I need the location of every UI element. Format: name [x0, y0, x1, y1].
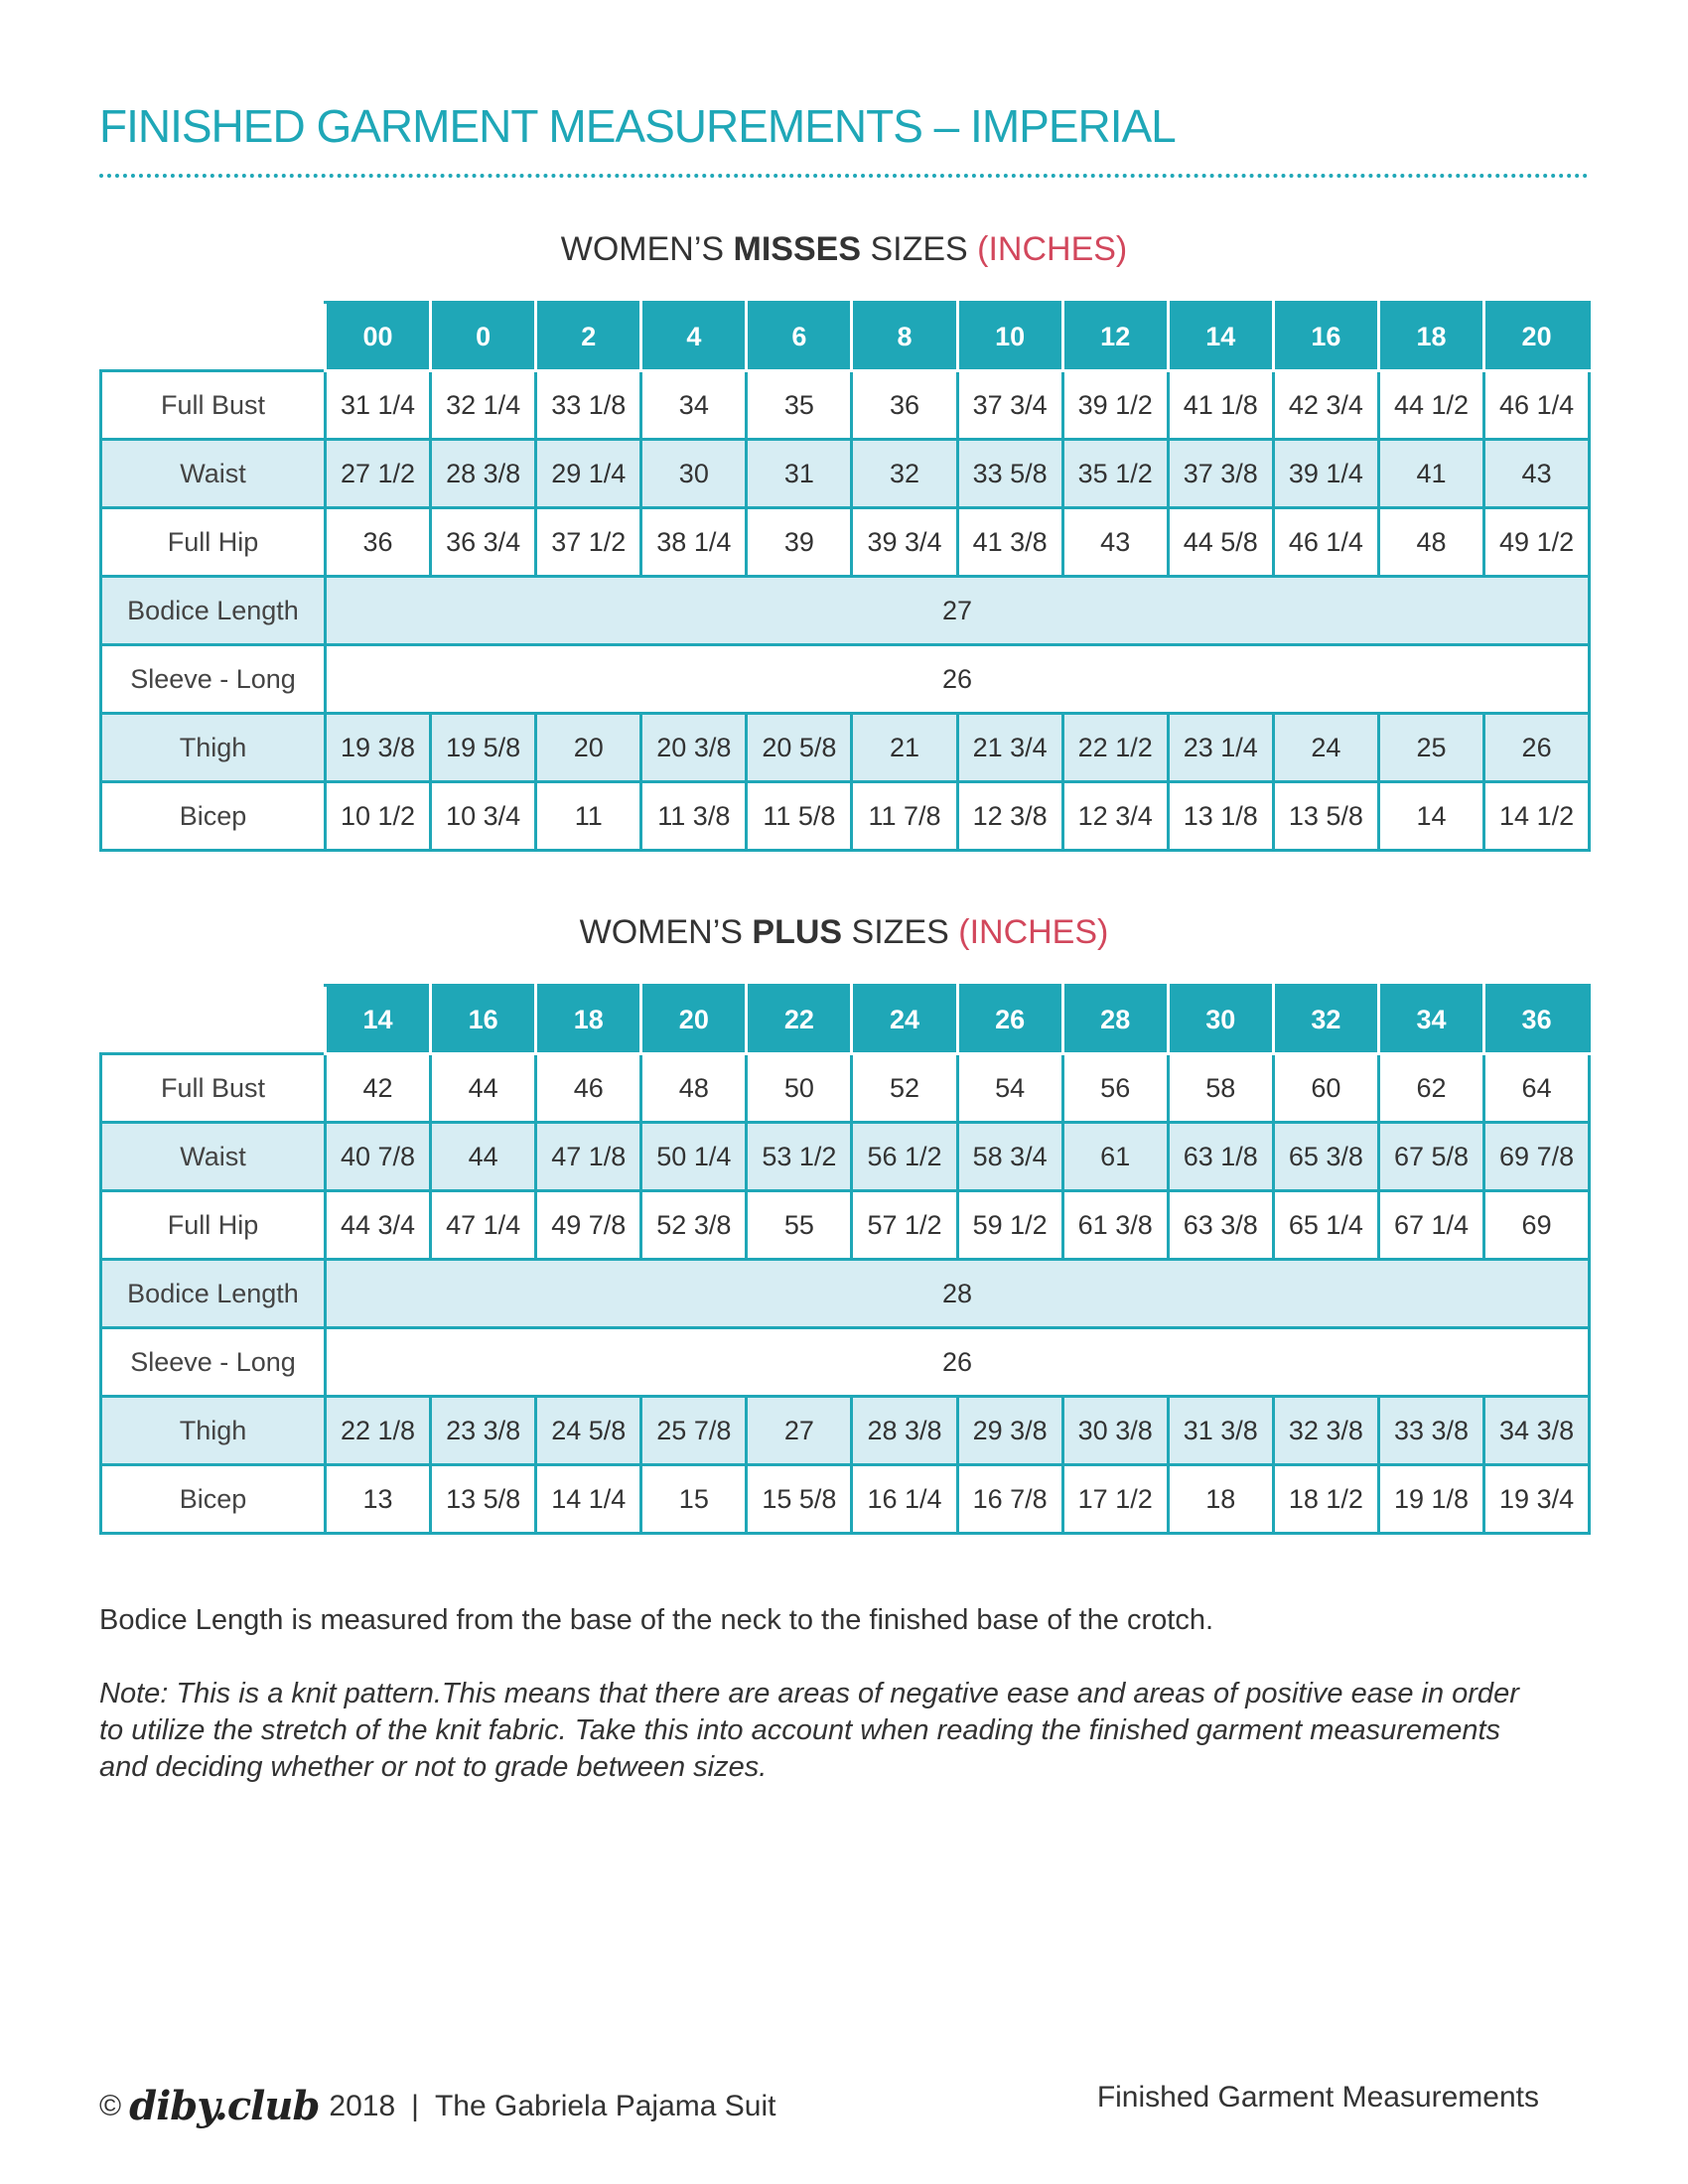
measurement-cell: 44 1/2: [1378, 371, 1483, 440]
measurement-cell: 18 1/2: [1273, 1465, 1378, 1534]
measurement-cell: 42 3/4: [1273, 371, 1378, 440]
measurement-cell: 61: [1062, 1123, 1168, 1191]
measurement-cell: 33 3/8: [1378, 1397, 1483, 1465]
measurement-cell: 13 5/8: [431, 1465, 536, 1534]
measurement-cell: 67 1/4: [1378, 1191, 1483, 1260]
row-label: Bodice Length: [101, 1260, 326, 1328]
measurement-cell: 14: [1378, 782, 1483, 851]
measurement-cell: 13 5/8: [1273, 782, 1378, 851]
size-header-cell: 0: [431, 303, 536, 371]
measurement-cell: 65 1/4: [1273, 1191, 1378, 1260]
measurement-cell: 11 5/8: [747, 782, 852, 851]
measurement-cell: 25 7/8: [641, 1397, 747, 1465]
row-label: Bicep: [101, 1465, 326, 1534]
size-header-cell: 26: [957, 986, 1062, 1054]
measurement-cell: 67 5/8: [1378, 1123, 1483, 1191]
measurement-cell: 10 1/2: [326, 782, 431, 851]
measurement-cell: 69: [1484, 1191, 1590, 1260]
plus-heading-middle: SIZES: [842, 913, 959, 951]
size-header-cell: 28: [1062, 986, 1168, 1054]
row-label: Bicep: [101, 782, 326, 851]
measurement-cell: 46 1/4: [1273, 508, 1378, 577]
measurement-cell: 16 7/8: [957, 1465, 1062, 1534]
measurement-cell: 35 1/2: [1062, 440, 1168, 508]
measurement-cell: 28 3/8: [431, 440, 536, 508]
size-header-cell: 16: [1273, 303, 1378, 371]
measurement-cell-all-sizes: 26: [326, 1328, 1590, 1397]
measurement-cell: 24: [1273, 714, 1378, 782]
measurement-cell: 60: [1273, 1054, 1378, 1123]
measurement-cell: 31 3/8: [1168, 1397, 1273, 1465]
measurement-cell: 36: [852, 371, 957, 440]
measurement-cell: 39 1/4: [1273, 440, 1378, 508]
table-row: [101, 1465, 1590, 1534]
size-header-cell: 30: [1168, 986, 1273, 1054]
measurement-cell: 12 3/8: [957, 782, 1062, 851]
measurement-cell: 49 7/8: [536, 1191, 641, 1260]
measurement-cell: 57 1/2: [852, 1191, 957, 1260]
row-label: Full Hip: [101, 1191, 326, 1260]
measurement-cell: 13 1/8: [1168, 782, 1273, 851]
table-row: [101, 371, 1590, 440]
knit-note-line: Note: This is a knit pattern.This means that there are areas of negative ease and areas of positive ease in order: [99, 1678, 1519, 1709]
plus-size-table: [99, 984, 1591, 1535]
bodice-length-note: Bodice Length is measured from the base of the neck to the finished base of the crotch.: [99, 1604, 1214, 1636]
plus-heading: [0, 913, 1688, 952]
measurement-cell: 28 3/8: [852, 1397, 957, 1465]
measurement-cell: 48: [641, 1054, 747, 1123]
table-row: [101, 1191, 1590, 1260]
size-header-cell: 18: [1378, 303, 1483, 371]
measurement-cell: 41 3/8: [957, 508, 1062, 577]
measurement-cell: 15 5/8: [747, 1465, 852, 1534]
measurement-cell: 43: [1484, 440, 1590, 508]
measurement-cell: 44: [431, 1054, 536, 1123]
size-header-cell: 4: [641, 303, 747, 371]
measurement-cell: 39 3/4: [852, 508, 957, 577]
row-label: Waist: [101, 440, 326, 508]
measurement-cell: 39 1/2: [1062, 371, 1168, 440]
measurement-cell: 14 1/2: [1484, 782, 1590, 851]
size-header-cell: 14: [326, 986, 431, 1054]
measurement-cell: 50 1/4: [641, 1123, 747, 1191]
measurement-cell: 33 5/8: [957, 440, 1062, 508]
measurement-cell: 27 1/2: [326, 440, 431, 508]
measurement-cell: 53 1/2: [747, 1123, 852, 1191]
measurement-cell: 49 1/2: [1484, 508, 1590, 577]
size-header-cell: 36: [1484, 986, 1590, 1054]
measurement-cell: 23 1/4: [1168, 714, 1273, 782]
measurement-cell-all-sizes: 27: [326, 577, 1590, 645]
measurement-cell: 14 1/4: [536, 1465, 641, 1534]
copyright-symbol: ©: [99, 2089, 122, 2122]
measurement-cell: 36 3/4: [431, 508, 536, 577]
footer-year: 2018: [329, 2089, 396, 2122]
measurement-cell: 32 3/8: [1273, 1397, 1378, 1465]
measurement-cell: 63 1/8: [1168, 1123, 1273, 1191]
size-header-row: [101, 303, 1590, 371]
measurement-cell: 44 5/8: [1168, 508, 1273, 577]
row-label: Bodice Length: [101, 577, 326, 645]
size-header-cell: 2: [536, 303, 641, 371]
table-row: [101, 1260, 1590, 1328]
measurement-cell: 50: [747, 1054, 852, 1123]
measurement-cell: 22 1/2: [1062, 714, 1168, 782]
table-row: [101, 577, 1590, 645]
footer-section-name: Finished Garment Measurements: [1096, 2081, 1539, 2114]
measurement-cell: 40 7/8: [326, 1123, 431, 1191]
measurement-cell: 69 7/8: [1484, 1123, 1590, 1191]
measurement-cell: 32 1/4: [431, 371, 536, 440]
knit-note-line: to utilize the stretch of the knit fabric. Take this into account when reading the finished garment measurements: [99, 1714, 1501, 1746]
measurement-cell: 12 3/4: [1062, 782, 1168, 851]
knit-note-line: and deciding whether or not to grade between sizes.: [99, 1751, 768, 1783]
footer-left: [99, 2083, 775, 2129]
size-header-cell: 12: [1062, 303, 1168, 371]
measurement-cell: 34: [641, 371, 747, 440]
measurement-cell: 35: [747, 371, 852, 440]
measurement-cell: 47 1/8: [536, 1123, 641, 1191]
footer-separator: |: [411, 2089, 419, 2122]
size-header-cell: 22: [747, 986, 852, 1054]
table-row: [101, 1328, 1590, 1397]
measurement-cell: 46 1/4: [1484, 371, 1590, 440]
misses-heading-middle: SIZES: [861, 230, 978, 268]
measurement-cell: 31: [747, 440, 852, 508]
table-row: [101, 782, 1590, 851]
measurement-cell: 19 3/8: [326, 714, 431, 782]
measurement-cell: 63 3/8: [1168, 1191, 1273, 1260]
measurement-cell: 64: [1484, 1054, 1590, 1123]
knit-pattern-note: [99, 1676, 1589, 1786]
size-header-cell: 8: [852, 303, 957, 371]
measurement-cell: 37 3/8: [1168, 440, 1273, 508]
plus-heading-prefix: WOMEN’S: [579, 913, 753, 951]
plus-heading-bold: PLUS: [752, 913, 843, 951]
measurement-cell: 11 7/8: [852, 782, 957, 851]
measurement-cell: 46: [536, 1054, 641, 1123]
measurement-cell: 11 3/8: [641, 782, 747, 851]
measurement-cell: 31 1/4: [326, 371, 431, 440]
size-header-cell: 18: [536, 986, 641, 1054]
size-header-cell: 10: [957, 303, 1062, 371]
table-row: [101, 1397, 1590, 1465]
size-header-cell: 34: [1378, 986, 1483, 1054]
size-header-cell: 6: [747, 303, 852, 371]
measurement-cell: 27: [747, 1397, 852, 1465]
measurement-cell: 25: [1378, 714, 1483, 782]
size-header-cell: 00: [326, 303, 431, 371]
measurement-cell: 43: [1062, 508, 1168, 577]
measurement-cell: 58: [1168, 1054, 1273, 1123]
size-header-row: [101, 986, 1590, 1054]
measurement-cell: 13: [326, 1465, 431, 1534]
measurement-cell: 32: [852, 440, 957, 508]
measurement-cell: 41 1/8: [1168, 371, 1273, 440]
measurement-cell: 44 3/4: [326, 1191, 431, 1260]
table-row: [101, 645, 1590, 714]
header-corner: [101, 303, 326, 371]
measurement-cell: 16 1/4: [852, 1465, 957, 1534]
measurement-cell: 61 3/8: [1062, 1191, 1168, 1260]
measurement-cell: 44: [431, 1123, 536, 1191]
table-row: [101, 1123, 1590, 1191]
size-header-cell: 20: [641, 986, 747, 1054]
size-header-cell: 32: [1273, 986, 1378, 1054]
measurement-cell: 48: [1378, 508, 1483, 577]
measurement-cell: 22 1/8: [326, 1397, 431, 1465]
misses-size-table: [99, 301, 1591, 852]
measurement-cell: 20 5/8: [747, 714, 852, 782]
row-label: Waist: [101, 1123, 326, 1191]
measurement-cell: 58 3/4: [957, 1123, 1062, 1191]
measurement-cell: 15: [641, 1465, 747, 1534]
measurement-cell: 56: [1062, 1054, 1168, 1123]
measurement-cell: 54: [957, 1054, 1062, 1123]
page-title: FINISHED GARMENT MEASUREMENTS – IMPERIAL: [99, 100, 1176, 152]
measurement-cell: 21: [852, 714, 957, 782]
measurement-cell-all-sizes: 26: [326, 645, 1590, 714]
measurement-cell: 52: [852, 1054, 957, 1123]
measurement-cell: 39: [747, 508, 852, 577]
measurement-cell: 10 3/4: [431, 782, 536, 851]
table-row: [101, 508, 1590, 577]
measurement-cell: 56 1/2: [852, 1123, 957, 1191]
measurement-cell: 26: [1484, 714, 1590, 782]
measurement-cell: 37 1/2: [536, 508, 641, 577]
measurement-cell: 29 3/8: [957, 1397, 1062, 1465]
size-header-cell: 24: [852, 986, 957, 1054]
size-header-cell: 20: [1484, 303, 1590, 371]
table-row: [101, 714, 1590, 782]
measurement-cell: 19 5/8: [431, 714, 536, 782]
brand-logo: diby.club: [129, 2083, 320, 2129]
measurement-cell: 34 3/8: [1484, 1397, 1590, 1465]
row-label: Full Bust: [101, 371, 326, 440]
measurement-cell: 42: [326, 1054, 431, 1123]
row-label: Thigh: [101, 714, 326, 782]
misses-heading-bold: MISSES: [733, 230, 861, 268]
measurement-cell: 21 3/4: [957, 714, 1062, 782]
measurement-cell: 30 3/8: [1062, 1397, 1168, 1465]
table-row: [101, 440, 1590, 508]
plus-heading-unit: (INCHES): [958, 913, 1109, 951]
measurement-cell: 19 1/8: [1378, 1465, 1483, 1534]
table-row: [101, 1054, 1590, 1123]
row-label: Thigh: [101, 1397, 326, 1465]
measurement-cell: 11: [536, 782, 641, 851]
measurement-cell-all-sizes: 28: [326, 1260, 1590, 1328]
measurement-cell: 24 5/8: [536, 1397, 641, 1465]
measurement-cell: 29 1/4: [536, 440, 641, 508]
measurement-cell: 62: [1378, 1054, 1483, 1123]
measurement-cell: 33 1/8: [536, 371, 641, 440]
measurement-cell: 41: [1378, 440, 1483, 508]
misses-heading-prefix: WOMEN’S: [560, 230, 734, 268]
size-header-cell: 14: [1168, 303, 1273, 371]
misses-heading: [0, 230, 1688, 269]
measurement-cell: 30: [641, 440, 747, 508]
measurement-cell: 18: [1168, 1465, 1273, 1534]
measurement-cell: 52 3/8: [641, 1191, 747, 1260]
row-label: Sleeve - Long: [101, 645, 326, 714]
measurement-cell: 38 1/4: [641, 508, 747, 577]
measurement-cell: 20: [536, 714, 641, 782]
measurement-cell: 37 3/4: [957, 371, 1062, 440]
measurement-cell: 36: [326, 508, 431, 577]
measurement-cell: 47 1/4: [431, 1191, 536, 1260]
row-label: Full Hip: [101, 508, 326, 577]
row-label: Sleeve - Long: [101, 1328, 326, 1397]
measurement-cell: 23 3/8: [431, 1397, 536, 1465]
measurement-cell: 65 3/8: [1273, 1123, 1378, 1191]
row-label: Full Bust: [101, 1054, 326, 1123]
measurement-cell: 19 3/4: [1484, 1465, 1590, 1534]
title-dotted-rule: [99, 174, 1589, 178]
measurement-cell: 55: [747, 1191, 852, 1260]
measurement-cell: 17 1/2: [1062, 1465, 1168, 1534]
misses-heading-unit: (INCHES): [977, 230, 1128, 268]
measurement-cell: 59 1/2: [957, 1191, 1062, 1260]
measurement-cell: 20 3/8: [641, 714, 747, 782]
size-header-cell: 16: [431, 986, 536, 1054]
footer-pattern-name: The Gabriela Pajama Suit: [434, 2089, 776, 2122]
header-corner: [101, 986, 326, 1054]
